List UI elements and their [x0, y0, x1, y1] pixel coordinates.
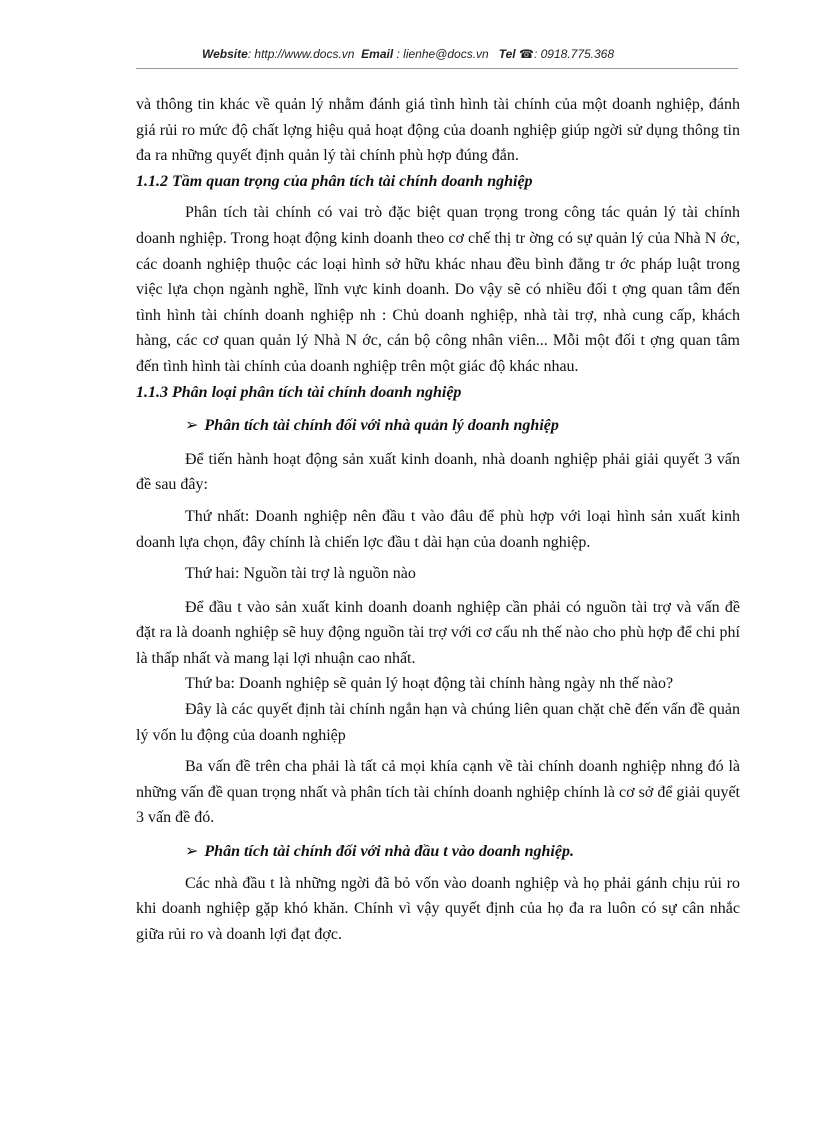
email-address[interactable]: : lienhe@docs.vn	[393, 47, 489, 61]
paragraph-investors: Các nhà đầu t là những ngời đã bỏ vốn vào doanh nghiệp và họ phải gánh chịu rủi ro khi doanh nghiệp gặp khó khăn. Chính vì vậy quyết định của họ đa ra luôn có sự cân nhắc giữa rủi ro và doanh lợi đạt đợc.	[136, 874, 740, 943]
paragraph-first: Thứ nhất: Doanh nghiệp nên đầu t vào đâu để phù hợp với loại hình sản xuất kinh doanh lựa chọn, đây chính là chiến lợc đầu t dài hạn của doanh nghiệp.	[136, 507, 740, 551]
paragraph-summary: Ba vấn đề trên cha phải là tất cả mọi khía cạnh về tài chính doanh nghiệp nhng đó là những vấn đề quan trọng nhất và phân tích tài chính doanh nghiệp chính là cơ sở để giải quyết 3 vấn đề đó.	[136, 758, 740, 827]
paragraph-short-term: Đây là các quyết định tài chính ngắn hạn và chúng liên quan chặt chẽ đến vấn đề quản lý vốn lu động của doanh nghiệp	[136, 701, 740, 744]
subheading-managers-text: Phân tích tài chính đối với nhà quản lý doanh nghiệp	[204, 417, 559, 435]
subheading-investors-text: Phân tích tài chính đối với nhà đầu t vào doanh nghiệp.	[204, 843, 574, 861]
tel-number: : 0918.775.368	[533, 47, 615, 61]
paragraph-intro: và thông tin khác về quản lý nhằm đánh giá tình hình tài chính của một doanh nghiệp, đánh giá rủi ro mức độ chất lợng hiệu quả hoạt động của doanh nghiệp giúp ngời sử dụng thông tin đa ra những quyết định quản lý tài chính phù hợp đúng đắn.	[136, 96, 740, 165]
heading-1-1-3: 1.1.3 Phân loại phân tích tài chính doanh nghiệp	[136, 383, 462, 401]
heading-1-1-2: 1.1.2 Tầm quan trọng của phân tích tài chính doanh nghiệp	[136, 172, 533, 190]
paragraph-third: Thứ ba: Doanh nghiệp sẽ quản lý hoạt động tài chính hàng ngày nh thế nào?	[185, 675, 674, 693]
tel-label: Tel	[498, 47, 516, 61]
subheading-investors	[136, 839, 740, 865]
email-label: Email	[361, 47, 394, 61]
paragraph-importance: Phân tích tài chính có vai trò đặc biệt quan trọng trong công tác quản lý tài chính doanh nghiệp. Trong hoạt động kinh doanh theo cơ chế thị tr ờng có sự quản lý của Nhà N ớc, các doanh nghiệp thuộc các loại hình sở hữu khác nhau đều bình đẳng tr ớc pháp luật trong việc lựa chọn ngành nghề, lĩnh vực kinh doanh. Do vậy sẽ có nhiều đối t ợng quan tâm đến tình hình tài chính doanh nghiệp nh : Chủ doanh nghiệp, nhà tài trợ, nhà cung cấp, khách hàng, các cơ quan quản lý Nhà N ớc, cán bộ công nhân viên... Mỗi một đối t ợng quan tâm đến tình hình tài chính của doanh nghiệp trên một giác độ khác nhau.	[136, 204, 740, 375]
subheading-managers	[136, 413, 740, 439]
website-label: Website	[201, 47, 248, 61]
document-body	[136, 92, 740, 947]
page-header	[0, 47, 816, 67]
arrow-bullet-icon: ➢	[185, 843, 199, 861]
paragraph-funding: Để đầu t vào sản xuất kinh doanh doanh nghiệp cần phải có nguồn tài trợ và vấn đề đặt ra là doanh nghiệp sẽ huy động nguồn tài trợ với cơ cấu nh thế nào cho phù hợp để chi phí là thấp nhất và mang lại lợi nhuận cao nhất.	[136, 598, 740, 667]
website-url[interactable]: : http://www.docs.vn	[247, 47, 355, 61]
paragraph-three-issues: Để tiến hành hoạt động sản xuất kinh doanh, nhà doanh nghiệp phải giải quyết 3 vấn đề sau đây:	[136, 450, 740, 494]
arrow-bullet-icon: ➢	[185, 417, 199, 435]
header-divider	[136, 68, 738, 69]
paragraph-second: Thứ hai: Nguồn tài trợ là nguồn nào	[185, 565, 416, 583]
phone-icon: ☎	[519, 47, 534, 61]
